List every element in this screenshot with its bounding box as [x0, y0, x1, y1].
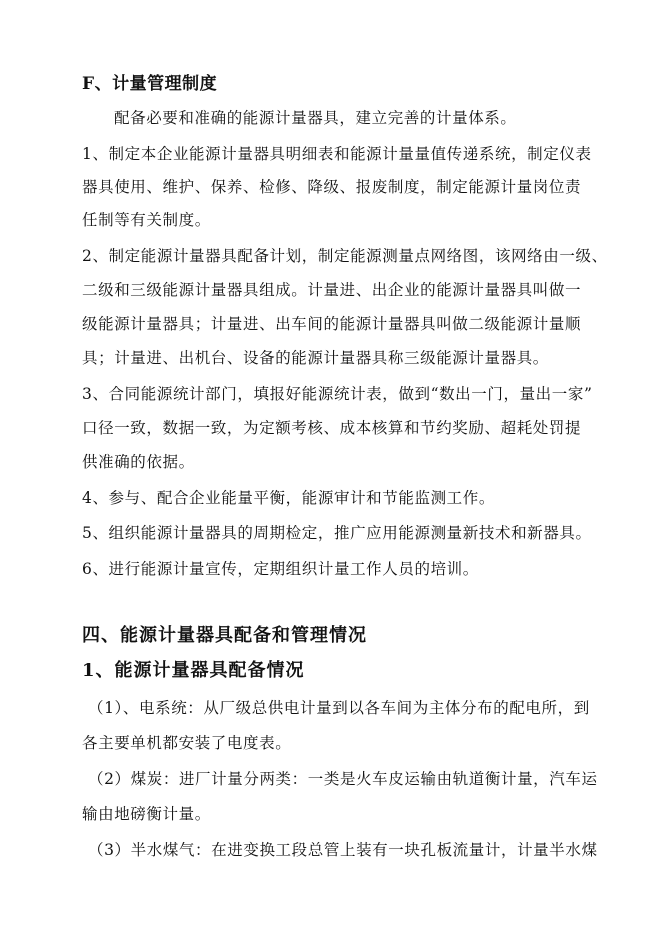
section-f-item-2-line-3: 级能源计量器具；计量进、出车间的能源计量器具叫做二级能源计量顺 — [82, 315, 582, 333]
section-4-subsection-1-title: 1、能源计量器具配备情况 — [82, 660, 305, 681]
section-f-title: F、计量管理制度 — [82, 74, 218, 94]
section-f-item-3-line-1: 3、合同能源统计部门，填报好能源统计表，做到“数出一门，量出一家” — [82, 385, 593, 403]
section-f-item-4-line-1: 4、参与、配合企业能量平衡，能源审计和节能监测工作。 — [82, 489, 495, 507]
section-4-title: 四、能源计量器具配备和管理情况 — [82, 625, 367, 646]
sub-item-3-line-1: （3）半水煤气：在进变换工段总管上装有一块孔板流量计，计量半水煤 — [88, 841, 598, 859]
sub-item-2-line-2: 输由地磅衡计量。 — [82, 805, 211, 823]
section-f-item-1-line-1: 1、制定本企业能源计量器具明细表和能源计量量值传递系统，制定仪表 — [82, 145, 592, 163]
section-f-item-3-line-2: 口径一致，数据一致，为定额考核、成本核算和节约奖励、超耗处罚提 — [82, 419, 582, 437]
sub-item-1-line-1: （1）、电系统：从厂级总供电计量到以各车间为主体分布的配电所，到 — [88, 699, 590, 717]
section-f-item-6-line-1: 6、进行能源计量宣传，定期组织计量工作人员的培训。 — [82, 560, 479, 578]
section-f-item-3-line-3: 供准确的依据。 — [82, 453, 195, 471]
section-f-item-5-line-1: 5、组织能源计量器具的周期检定，推广应用能源测量新技术和新器具。 — [82, 524, 592, 542]
section-f-intro: 配备必要和准确的能源计量器具，建立完善的计量体系。 — [114, 109, 517, 127]
section-f-item-1-line-3: 任制等有关制度。 — [82, 211, 211, 229]
section-f-item-1-line-2: 器具使用、维护、保养、检修、降级、报废制度，制定能源计量岗位责 — [82, 178, 582, 196]
section-f-item-2-line-4: 具；计量进、出机台、设备的能源计量器具称三级能源计量器具。 — [82, 349, 549, 367]
section-f-item-2-line-2: 二级和三级能源计量器具组成。计量进、出企业的能源计量器具叫做一 — [82, 281, 582, 299]
section-f-item-2-line-1: 2、制定能源计量器具配备计划，制定能源测量点网络图，该网络由一级、 — [82, 247, 608, 265]
sub-item-1-line-2: 各主要单机都安装了电度表。 — [82, 734, 292, 752]
sub-item-2-line-1: （2）煤炭：进厂计量分两类：一类是火车皮运输由轨道衡计量，汽车运 — [88, 770, 598, 788]
